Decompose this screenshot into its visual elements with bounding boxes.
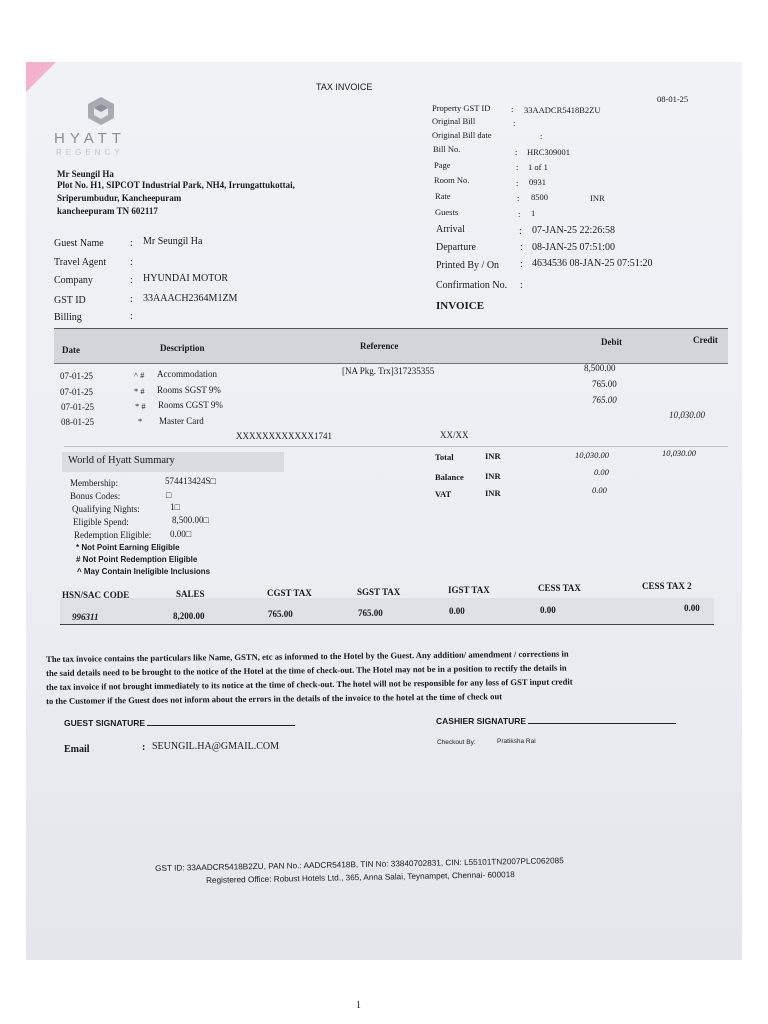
disclaimer-line: the said details need to be brought to the notice of the Hotel at the time of check-out. The Hotel may not be in a position to rectify the details in [46, 662, 567, 678]
row-date: 07-01-25 [61, 402, 94, 412]
property-gst-value: 33AADCR5418B2ZU [524, 105, 601, 115]
original-bill-sep: : [513, 118, 516, 128]
checkout-value: Pratiksha Rai [497, 738, 536, 745]
page-value: 1 of 1 [528, 162, 548, 172]
gst-id-value: 33AAACH2364M1ZM [143, 293, 238, 304]
row-description: Rooms SGST 9% [157, 385, 221, 395]
bill-no-sep: : [515, 147, 518, 157]
col-debit: Debit [601, 337, 622, 347]
row-mark: * [138, 416, 143, 426]
footer-office: Registered Office: Robust Hotels Ltd., 365, Anna Salai, Teynampet, Chennai- 600018 [206, 870, 515, 885]
brand-name: HYATT [54, 130, 126, 147]
tax-cess-value: 0.00 [540, 605, 556, 615]
printed-by-sep: : [520, 259, 523, 270]
doc-date: 08-01-25 [657, 94, 689, 104]
vat-currency: INR [485, 488, 501, 498]
woh-nights-label: Qualifying Nights: [72, 504, 140, 514]
row-debit: 8,500.00 [584, 363, 616, 373]
bill-no-value: HRC309001 [527, 147, 570, 157]
tax-cess2-value: 0.00 [684, 603, 700, 613]
page-sep: : [516, 162, 519, 172]
row-date: 07-01-25 [60, 371, 93, 381]
tax-col-cgst: CGST TAX [267, 588, 312, 598]
email-value: SEUNGIL.HA@GMAIL.COM [152, 741, 279, 752]
footer-gst: GST ID: 33AADCR5418B2ZU, PAN No.: AADCR5418B, TIN No: 33840702831, CIN: L55101TN2007PLC062085 [155, 856, 564, 873]
room-no-value: 0931 [529, 177, 546, 187]
total-credit: 10,030.00 [662, 448, 696, 458]
hyatt-hexagon-icon [86, 96, 116, 126]
guest-signature [64, 718, 295, 728]
travel-agent-sep: : [130, 257, 133, 268]
address-line-1: Mr Seungil Ha [57, 169, 114, 179]
gst-id-sep: : [130, 294, 133, 305]
woh-membership-label: Membership: [70, 478, 118, 488]
travel-agent-label: Travel Agent [54, 257, 107, 268]
guest-signature-line [147, 725, 295, 726]
woh-redemption-value: 0.00□ [170, 529, 192, 539]
company-sep: : [130, 275, 133, 286]
guest-name-sep: : [130, 238, 133, 249]
guest-name-value: Mr Seungil Ha [143, 236, 203, 247]
checkout-label: Checkout By: [437, 739, 476, 746]
page-number: 1 [356, 1000, 361, 1011]
woh-spend-label: Eligible Spend: [73, 517, 129, 527]
cashier-signature [436, 716, 676, 726]
rate-currency: INR [590, 193, 605, 203]
gst-id-label: GST ID [54, 295, 86, 306]
woh-membership-value: 574413424S□ [165, 476, 216, 486]
rate-label: Rate [435, 191, 451, 201]
row-debit: 765.00 [592, 379, 617, 389]
tax-col-cess2: CESS TAX 2 [642, 581, 692, 591]
row-description: Master Card [159, 416, 204, 426]
departure-label: Departure [436, 242, 476, 253]
property-gst-label: Property GST ID [432, 103, 491, 113]
printed-by-label: Printed By / On [436, 260, 500, 271]
arrival-label: Arrival [436, 224, 465, 235]
row-mark: * # [135, 401, 146, 411]
row-date: 07-01-25 [60, 387, 93, 397]
woh-bonus-label: Bonus Codes: [70, 491, 121, 501]
row-description: Rooms CGST 9% [158, 400, 223, 410]
tax-col-sgst: SGST TAX [357, 587, 401, 597]
email-label: Email [64, 744, 90, 755]
confirmation-label: Confirmation No. [436, 280, 508, 291]
rate-value: 8500 [531, 192, 548, 202]
original-bill-date-label: Original Bill date [432, 130, 492, 140]
guest-name-label: Guest Name [54, 238, 104, 249]
col-credit: Credit [693, 335, 718, 345]
cashier-signature-label: CASHIER SIGNATURE [436, 716, 527, 726]
pink-corner-mark [26, 62, 56, 92]
row-credit: 10,030.00 [669, 410, 705, 420]
vat-label: VAT [435, 489, 452, 499]
property-gst-sep: : [511, 104, 514, 114]
tax-col-igst: IGST TAX [448, 585, 490, 595]
legend-not-redemption: # Not Point Redemption Eligible [76, 555, 198, 564]
page-label: Page [434, 160, 451, 170]
tax-col-hsn: HSN/SAC CODE [62, 590, 130, 600]
billing-sep: : [130, 311, 133, 322]
col-reference: Reference [360, 341, 399, 351]
tax-table-bar [60, 598, 714, 625]
legend-not-earning: * Not Point Earning Eligible [76, 543, 180, 552]
arrival-value: 07-JAN-25 22:26:58 [532, 225, 616, 236]
brand-sub: REGENCY [56, 148, 124, 157]
company-label: Company [54, 275, 93, 286]
tax-cgst-value: 765.00 [268, 609, 293, 619]
departure-value: 08-JAN-25 07:51:00 [532, 242, 616, 253]
arrival-sep: : [519, 226, 522, 237]
original-bill-label: Original Bill [432, 116, 476, 126]
doc-title: TAX INVOICE [316, 82, 373, 92]
woh-redemption-label: Redemption Eligible: [74, 530, 152, 540]
departure-sep: : [520, 242, 523, 253]
woh-bonus-value: □ [166, 490, 172, 500]
vat-debit: 0.00 [592, 485, 607, 495]
row-debit: 765.00 [592, 395, 617, 405]
rate-sep: : [517, 193, 520, 203]
woh-title: World of Hyatt Summary [68, 455, 175, 466]
total-currency: INR [485, 451, 501, 461]
guests-label: Guests [435, 207, 459, 217]
total-label: Total [435, 452, 454, 462]
tax-col-cess: CESS TAX [538, 583, 581, 593]
balance-currency: INR [485, 471, 501, 481]
email-sep: : [142, 742, 146, 753]
legend-ineligible: ^ May Contain Ineligible Inclusions [77, 567, 211, 576]
card-number: XXXXXXXXXXXX1741 [236, 431, 332, 441]
balance-label: Balance [435, 472, 464, 482]
guests-value: 1 [531, 208, 536, 218]
col-description: Description [160, 343, 205, 353]
guest-signature-label: GUEST SIGNATURE [64, 718, 146, 728]
guests-sep: : [518, 209, 521, 219]
room-no-sep: : [516, 178, 519, 188]
woh-nights-value: 1□ [170, 502, 180, 512]
col-date: Date [62, 345, 80, 355]
row-mark: ^ # [134, 370, 145, 380]
tax-igst-value: 0.00 [449, 606, 465, 616]
balance-debit: 0.00 [594, 467, 609, 477]
row-reference: [NA Pkg. Trx]317235355 [342, 366, 435, 376]
tax-sgst-value: 765.00 [358, 608, 383, 618]
original-bill-date-sep: : [540, 131, 543, 141]
address-line-3: Sriperumbudur, Kancheepuram [57, 193, 182, 203]
divider [64, 446, 728, 447]
printed-by-value: 4634536 08-JAN-25 07:51:20 [532, 258, 653, 269]
disclaimer-line: The tax invoice contains the particulars like Name, GSTN, etc as informed to the Hotel by the Guest. Any addition/ amendment / corrections in [46, 648, 569, 664]
tax-sales-value: 8,200.00 [173, 611, 205, 621]
disclaimer-line: to the Customer if the Guest does not inform about the errors in the details of the invoice to the hotel at the time of check out [46, 691, 503, 706]
card-expiry: XX/XX [440, 430, 469, 440]
woh-spend-value: 8,500.00□ [172, 515, 209, 525]
bill-no-label: Bill No. [433, 144, 461, 154]
tax-hsn-value: 996311 [72, 612, 99, 622]
address-line-2: Plot No. H1, SIPCOT Industrial Park, NH4, Irrungattukottai, [57, 180, 295, 190]
invoice-heading: INVOICE [436, 300, 485, 312]
total-debit: 10,030.00 [575, 450, 609, 460]
disclaimer-line: the tax invoice if not brought immediately to its notice at the time of check-out. The hotel will not be responsible for any loss of GST input credit [46, 676, 573, 692]
address-line-4: kancheepuram TN 602117 [57, 206, 158, 216]
billing-label: Billing [54, 312, 82, 323]
tax-col-sales: SALES [176, 589, 205, 599]
company-value: HYUNDAI MOTOR [143, 273, 229, 284]
row-date: 08-01-25 [61, 417, 94, 427]
confirmation-sep: : [520, 280, 523, 291]
row-description: Accommodation [157, 369, 217, 379]
row-mark: * # [134, 386, 145, 396]
cashier-signature-line [528, 723, 676, 724]
room-no-label: Room No. [434, 175, 470, 185]
